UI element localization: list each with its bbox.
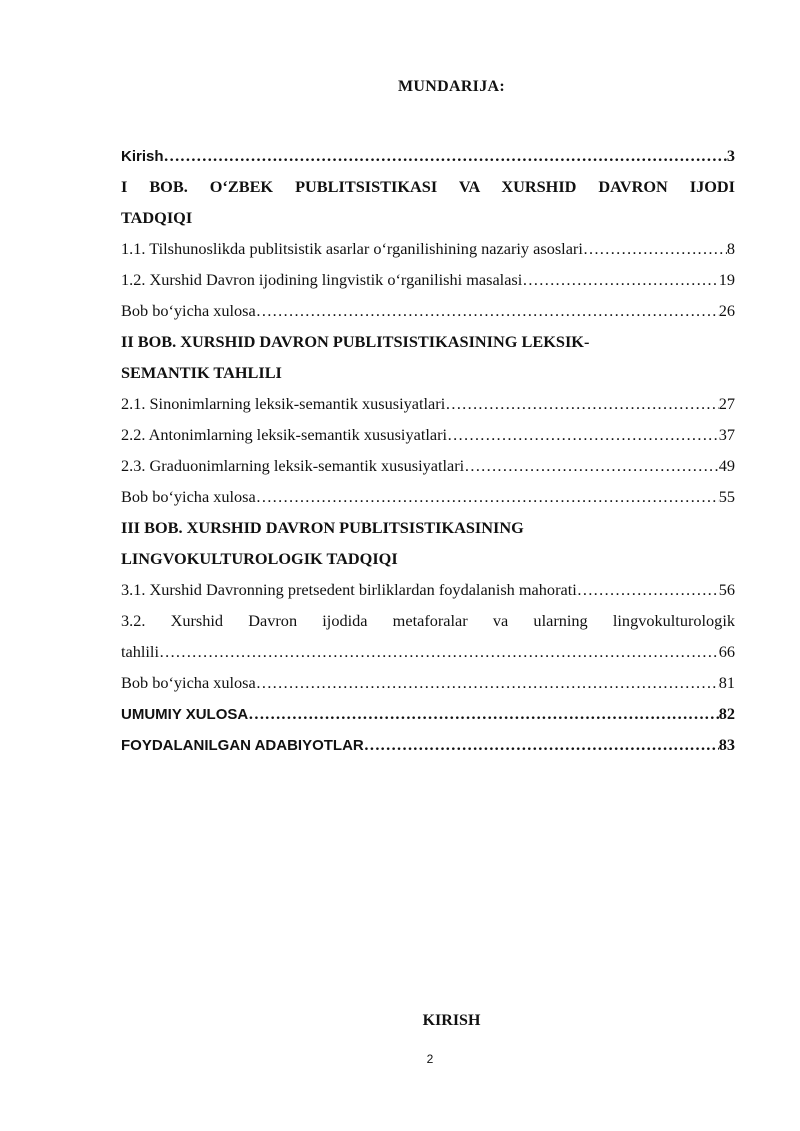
toc-leader-dots	[159, 636, 719, 667]
toc-entry-page: 83	[718, 735, 735, 754]
toc-leader-dots	[522, 264, 718, 295]
toc-leader-dots	[256, 481, 719, 512]
toc-entry-page: 37	[718, 425, 735, 444]
toc-entry-general-conclusion[interactable]	[121, 698, 735, 729]
toc-entry-3-2-line1[interactable]	[121, 605, 735, 636]
next-section-heading: KIRISH	[422, 1012, 481, 1029]
page-number: 2	[426, 1052, 434, 1066]
toc-leader-dots	[256, 667, 719, 698]
toc-entry-page: 8	[726, 239, 735, 258]
toc-entry-label: 2.1. Sinonimlarning leksik-semantik xususiyatlari	[121, 394, 446, 413]
toc-entry-label: 2.2. Antonimlarning leksik-semantik xususiyatlari	[121, 425, 448, 444]
toc-chapter-2-heading-line1[interactable]: II BOB. XURSHID DAVRON PUBLITSISTIKASINING LEKSIK-	[121, 332, 590, 351]
toc-leader-dots	[248, 698, 718, 729]
toc-entry-page: 56	[718, 580, 735, 599]
toc-entry-label: Bob bo‘yicha xulosa	[121, 301, 256, 320]
toc-entry-page: 55	[718, 487, 735, 506]
toc-entry-label: tahlili	[121, 642, 159, 661]
toc-leader-dots	[445, 388, 718, 419]
toc-entry-3-2-line2[interactable]	[121, 636, 735, 667]
toc-entry-label: 3.1. Xurshid Davronning pretsedent birliklardan foydalanish mahorati	[121, 580, 577, 599]
toc-title: MUNDARIJA:	[398, 78, 505, 95]
toc-entry-page: 19	[718, 270, 735, 289]
toc-leader-dots	[447, 419, 719, 450]
toc-entry-chapter-2-summary[interactable]	[121, 481, 735, 512]
toc-entry-page: 81	[718, 673, 735, 692]
toc-entry-3-1[interactable]	[121, 574, 735, 605]
toc-entry-page: 26	[718, 301, 735, 320]
toc-entry-chapter-3-summary[interactable]	[121, 667, 735, 698]
toc-entry-page: 3	[726, 146, 735, 165]
toc-entry-label: Bob bo‘yicha xulosa	[121, 673, 256, 692]
toc-entry-page: 66	[718, 642, 735, 661]
toc-chapter-3-heading-line1[interactable]: III BOB. XURSHID DAVRON PUBLITSISTIKASINING	[121, 518, 524, 537]
toc-entry-label: UMUMIY XULOSA	[121, 706, 249, 723]
toc-chapter-1-heading-line2[interactable]: TADQIQI	[121, 208, 193, 227]
table-of-contents	[121, 140, 735, 760]
toc-entry-2-1[interactable]	[121, 388, 735, 419]
toc-leader-dots	[464, 450, 719, 481]
toc-entry-2-3[interactable]	[121, 450, 735, 481]
toc-entry-1-1[interactable]	[121, 233, 735, 264]
toc-chapter-1-heading-line1[interactable]: I BOB. O‘ZBEK PUBLITSISTIKASI VA XURSHID DAVRON IJODI	[121, 177, 735, 196]
toc-entry-2-2[interactable]	[121, 419, 735, 450]
toc-entry-label: Bob bo‘yicha xulosa	[121, 487, 256, 506]
toc-entry-label: 1.2. Xurshid Davron ijodining lingvistik o‘rganilishi masalasi	[121, 270, 523, 289]
toc-chapter-3-heading-line2[interactable]: LINGVOKULTUROLOGIK TADQIQI	[121, 549, 398, 568]
toc-entry-chapter-1-summary[interactable]	[121, 295, 735, 326]
toc-entry-label: 3.2. Xurshid Davron ijodida metaforalar va ularning lingvokulturologik	[121, 611, 735, 630]
toc-entry-kirish[interactable]	[121, 140, 735, 171]
toc-entry-label: Kirish	[121, 148, 164, 165]
toc-entry-1-2[interactable]	[121, 264, 735, 295]
toc-entry-label: FOYDALANILGAN ADABIYOTLAR	[121, 737, 364, 754]
toc-entry-page: 27	[718, 394, 735, 413]
toc-leader-dots	[164, 140, 727, 171]
toc-leader-dots	[364, 729, 719, 760]
toc-entry-references[interactable]	[121, 729, 735, 760]
toc-entry-label: 1.1. Tilshunoslikda publitsistik asarlar o‘rganilishining nazariy asoslari	[121, 239, 583, 258]
toc-entry-page: 82	[718, 704, 735, 723]
toc-chapter-2-heading-line2[interactable]: SEMANTIK TAHLILI	[121, 363, 282, 382]
toc-leader-dots	[256, 295, 719, 326]
toc-entry-label: 2.3. Graduonimlarning leksik-semantik xususiyatlari	[121, 456, 465, 475]
toc-leader-dots	[583, 233, 727, 264]
toc-entry-page: 49	[718, 456, 735, 475]
toc-leader-dots	[577, 574, 719, 605]
